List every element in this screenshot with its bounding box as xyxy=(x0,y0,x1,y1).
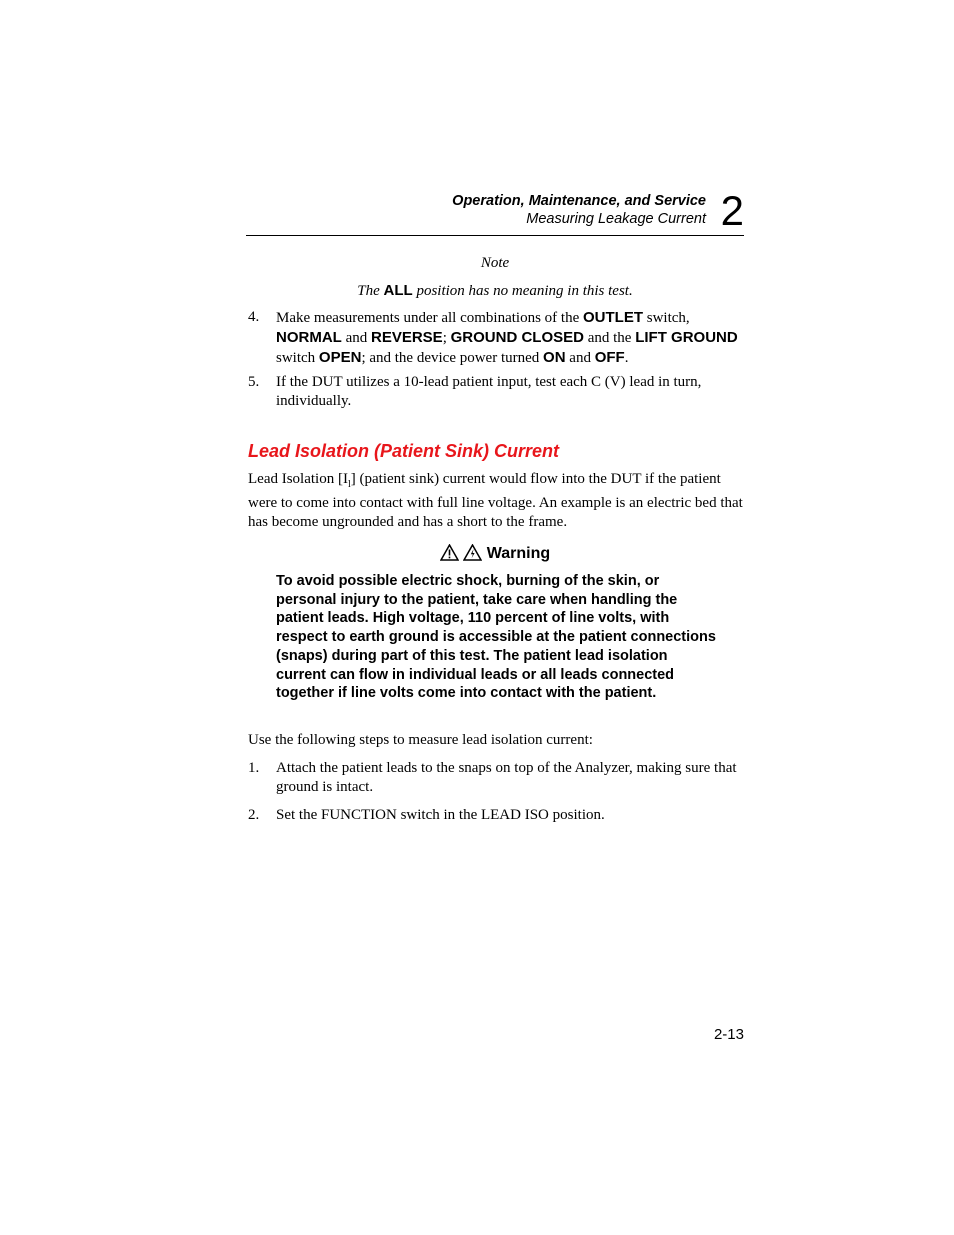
list-item xyxy=(248,759,744,797)
note-text-before: The xyxy=(357,283,384,299)
list-item xyxy=(248,806,744,825)
page-number: 2-13 xyxy=(713,1026,744,1043)
switch-name-outlet: OUTLET xyxy=(583,309,643,326)
section-heading: Lead Isolation (Patient Sink) Current xyxy=(248,441,560,461)
list-item-number: 5. xyxy=(248,374,260,390)
text-run: and xyxy=(565,350,595,366)
warning-triangle-icon xyxy=(440,544,459,561)
text-run: ; and the device power turned xyxy=(361,350,544,366)
text-run: and the xyxy=(583,330,636,346)
switch-value-ground-closed: GROUND CLOSED xyxy=(450,329,584,346)
section-intro xyxy=(248,470,744,532)
note-text xyxy=(246,281,744,301)
list-item-text xyxy=(276,308,744,368)
list-item-text: If the DUT utilizes a 10-lead patient input, test each C (V) lead in turn, individually. xyxy=(276,374,702,409)
list-item-text: Attach the patient leads to the snaps on top of the Analyzer, making sure that ground is intact. xyxy=(276,760,737,795)
switch-name-lift-ground: LIFT GROUND xyxy=(635,329,738,346)
list-item-number: 2. xyxy=(248,807,260,823)
chapter-number: 2 xyxy=(720,187,744,234)
list-item-text: Set the FUNCTION switch in the LEAD ISO position. xyxy=(276,807,605,823)
header-titles xyxy=(452,192,706,228)
list-item-number: 4. xyxy=(248,309,260,325)
text-run: switch xyxy=(276,350,319,366)
power-value-on: ON xyxy=(543,349,566,366)
intro-text-after: ] (patient sink) current would flow into the DUT if the patient were to come into contact with full line voltage. An example is an electric bed that has become ungrounded and has a short to the frame. xyxy=(248,471,743,530)
text-run: . xyxy=(624,350,629,366)
power-value-off: OFF xyxy=(594,349,625,366)
section-title: Measuring Leakage Current xyxy=(526,211,706,227)
switch-value-normal: NORMAL xyxy=(276,329,342,346)
intro-subscript: l xyxy=(347,479,351,490)
chapter-title: Operation, Maintenance, and Service xyxy=(452,193,706,209)
intro-text-before: Lead Isolation [I xyxy=(248,471,348,487)
switch-value-reverse: REVERSE xyxy=(371,329,443,346)
note-text-after: position has no meaning in this test. xyxy=(412,283,633,299)
text-run: and xyxy=(341,330,371,346)
page-header xyxy=(246,187,744,236)
warning-text: To avoid possible electric shock, burning of the skin, or personal injury to the patient, take care when handling the patient leads. High voltage, 110 percent of line volts, with respect to earth ground is accessible at the patient connections (snaps) during part of this test. The patient lead isolation current can flow in individual leads or all leads connected together if line volts come into contact with the patient. xyxy=(276,573,716,702)
warning-heading xyxy=(246,544,744,564)
shock-hazard-icon xyxy=(463,544,482,561)
list-item xyxy=(248,373,744,411)
text-run: Make measurements under all combinations of the xyxy=(276,310,583,326)
text-run: switch, xyxy=(643,310,690,326)
switch-value-open: OPEN xyxy=(318,349,362,366)
warning-label: Warning xyxy=(486,545,551,562)
list-item xyxy=(248,308,744,368)
steps-intro: Use the following steps to measure lead isolation current: xyxy=(248,732,593,748)
note-title: Note xyxy=(480,255,510,271)
text-run: ; xyxy=(442,330,451,346)
list-item-number: 1. xyxy=(248,760,260,776)
note-keyword: ALL xyxy=(383,282,413,299)
